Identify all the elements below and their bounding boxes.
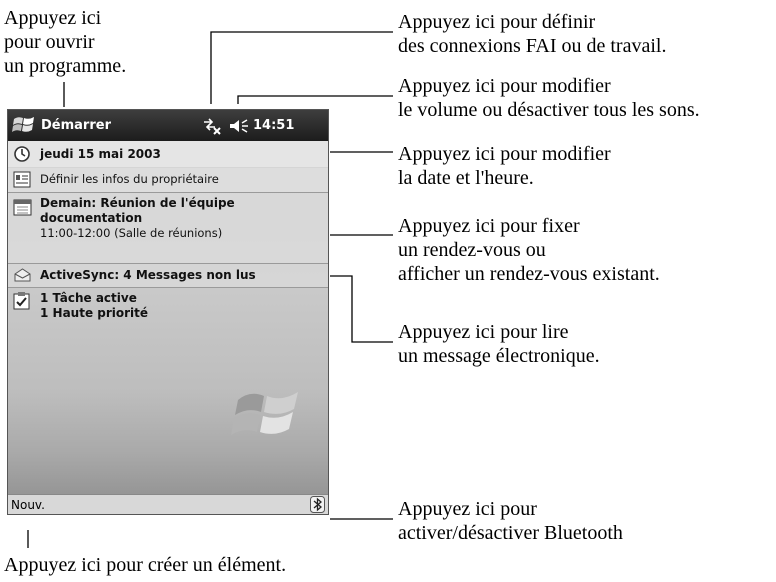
leader-connections [211, 32, 393, 104]
clock-icon [13, 145, 31, 166]
envelope-icon [13, 267, 32, 286]
speaker-icon[interactable] [228, 117, 250, 139]
callout-bluetooth: Appuyez ici pour activer/désactiver Bluetooth [398, 498, 623, 544]
task-count: 1 Tâche active [40, 291, 137, 305]
today-date-row[interactable] [8, 141, 328, 168]
activesync-text: ActiveSync: 4 Messages non lus [40, 268, 256, 282]
leader-message [330, 276, 393, 342]
callout-message: Appuyez ici pour lire un message électronique. [398, 321, 600, 367]
leader-volume [238, 96, 393, 104]
connectivity-icon[interactable] [201, 117, 223, 139]
callout-datetime: Appuyez ici pour modifier la date et l'heure. [398, 143, 611, 189]
start-menu-button[interactable]: Démarrer [41, 118, 111, 133]
clock-time[interactable]: 14:51 [253, 118, 295, 133]
tasks-row[interactable] [8, 288, 328, 332]
callout-appointment: Appuyez ici pour fixer un rendez-vous ou afficher un rendez-vous existant. [398, 215, 660, 285]
menu-bar [8, 494, 328, 515]
callout-connections: Appuyez ici pour définir des connexions FAI ou de travail. [398, 11, 667, 57]
callout-volume: Appuyez ici pour modifier le volume ou désactiver tous les sons. [398, 75, 700, 121]
appointment-title-cont: documentation [40, 211, 143, 225]
calendar-icon [13, 198, 32, 219]
callout-open-program: Appuyez ici pour ouvrir un programme. [4, 7, 127, 77]
appointment-title: Demain: Réunion de l'équipe [40, 196, 235, 210]
pocketpc-today-screen [7, 109, 329, 515]
bluetooth-icon[interactable] [310, 496, 325, 515]
new-button[interactable]: Nouv. [11, 498, 45, 512]
contact-card-icon [13, 171, 31, 191]
owner-info-row[interactable] [8, 167, 328, 193]
appointment-time: 11:00-12:00 (Salle de réunions) [40, 226, 223, 240]
title-bar [8, 110, 328, 141]
date-text: jeudi 15 mai 2003 [40, 147, 161, 161]
task-priority: 1 Haute priorité [40, 306, 149, 320]
windows-flag-watermark [230, 382, 304, 448]
appointment-row[interactable] [8, 193, 328, 264]
callout-new-item: Appuyez ici pour créer un élément. [4, 554, 287, 576]
activesync-row[interactable] [8, 264, 328, 288]
owner-text: Définir les infos du propriétaire [40, 172, 219, 186]
windows-flag-icon[interactable] [12, 115, 36, 139]
task-check-icon [13, 291, 30, 313]
